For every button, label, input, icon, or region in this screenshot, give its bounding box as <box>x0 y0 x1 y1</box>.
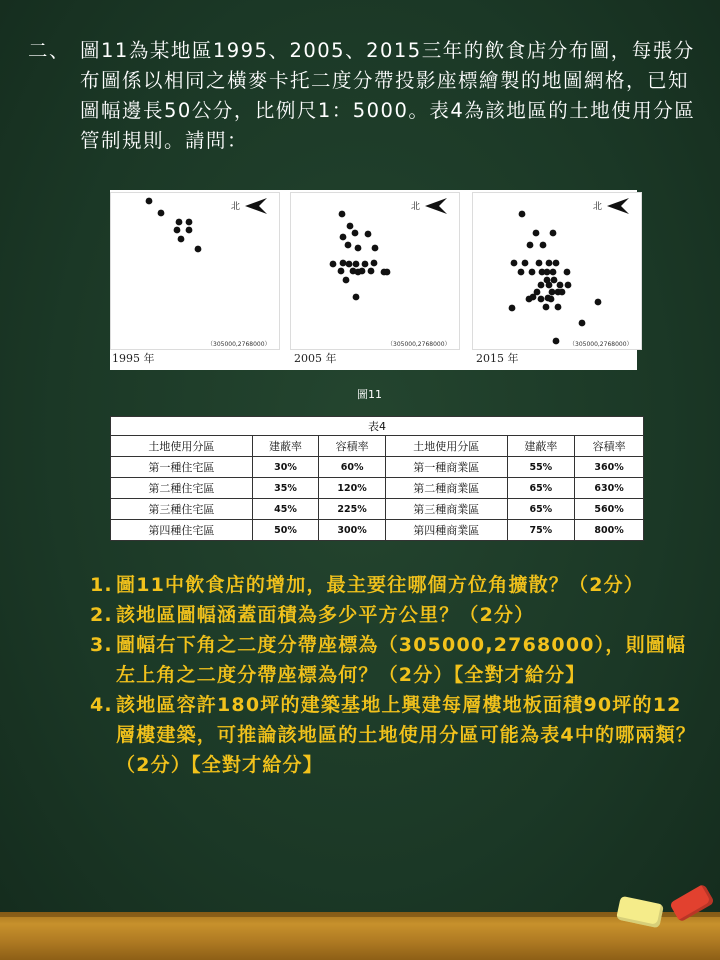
restaurant-dot <box>353 294 360 301</box>
figure-11-maps <box>110 190 637 370</box>
restaurant-dot <box>509 305 516 312</box>
restaurant-dot <box>529 269 536 276</box>
map-panel-2015 <box>472 192 642 350</box>
figure-caption: 圖11 <box>357 388 382 401</box>
question-item <box>90 630 700 690</box>
restaurant-dot <box>548 296 555 303</box>
question-text: 該地區容許180坪的建築基地上興建每層樓地板面積90坪的12層樓建築，可推論該地區的土地使用分區可能為表4中的哪兩類？（2分）【全對才給分】 <box>116 694 697 776</box>
table-cell: 560% <box>575 499 644 520</box>
sub-questions <box>90 570 700 780</box>
table-cell: 第四種住宅區 <box>111 520 253 541</box>
restaurant-dot <box>355 269 362 276</box>
table-cell: 300% <box>319 520 386 541</box>
restaurant-dot <box>371 260 378 267</box>
restaurant-dot <box>340 234 347 241</box>
restaurant-dot <box>511 260 518 267</box>
restaurant-dot <box>527 242 534 249</box>
table-cell: 第四種商業區 <box>385 520 507 541</box>
restaurant-dot <box>186 219 193 226</box>
map-coord-label: （305000,2768000） <box>387 341 451 348</box>
restaurant-dot <box>522 260 529 267</box>
intro-number: 二、 <box>28 39 71 62</box>
question-number: 4. <box>90 694 113 716</box>
restaurant-dot <box>550 269 557 276</box>
restaurant-dot <box>372 245 379 252</box>
north-arrow-icon: 北 <box>231 202 241 212</box>
restaurant-dot <box>330 261 337 268</box>
restaurant-dot <box>543 304 550 311</box>
map-year-1995: 1995 年 <box>112 352 155 365</box>
question-number: 3. <box>90 634 113 656</box>
table-header-row <box>111 436 644 457</box>
table-cell: 35% <box>252 478 319 499</box>
north-arrow-shape <box>425 198 447 214</box>
restaurant-dot <box>355 245 362 252</box>
table-cell: 225% <box>319 499 386 520</box>
restaurant-dot <box>549 289 556 296</box>
table-cell: 第三種商業區 <box>385 499 507 520</box>
question-number: 2. <box>90 604 113 626</box>
restaurant-dot <box>550 230 557 237</box>
restaurant-dot <box>540 242 547 249</box>
restaurant-dot <box>195 246 202 253</box>
restaurant-dot <box>345 242 352 249</box>
table-cell: 55% <box>507 457 575 478</box>
restaurant-dot <box>518 269 525 276</box>
restaurant-dot <box>346 261 353 268</box>
map-dots-1995 <box>111 193 279 349</box>
table-cell: 45% <box>252 499 319 520</box>
restaurant-dot <box>559 289 566 296</box>
restaurant-dot <box>340 260 347 267</box>
table-row <box>111 520 644 541</box>
restaurant-dot <box>158 210 165 217</box>
restaurant-dot <box>564 269 571 276</box>
restaurant-dot <box>595 299 602 306</box>
table-cell: 120% <box>319 478 386 499</box>
restaurant-dot <box>338 268 345 275</box>
question-text: 圖11中飲食店的增加，最主要往哪個方位角擴散？（2分） <box>116 574 645 596</box>
restaurant-dot <box>176 219 183 226</box>
restaurant-dot <box>553 338 560 345</box>
question-item <box>90 570 700 600</box>
question-intro <box>28 36 708 156</box>
restaurant-dot <box>546 260 553 267</box>
table-cell: 30% <box>252 457 319 478</box>
table-cell: 65% <box>507 478 575 499</box>
north-arrow-shape <box>607 198 629 214</box>
table-cell: 60% <box>319 457 386 478</box>
table-cell: 75% <box>507 520 575 541</box>
chalkboard-ledge <box>0 912 720 960</box>
restaurant-dot <box>555 304 562 311</box>
restaurant-dot <box>381 269 388 276</box>
restaurant-dot <box>178 236 185 243</box>
map-panel-2005 <box>290 192 460 350</box>
table-cell: 50% <box>252 520 319 541</box>
table-header-cell: 容積率 <box>319 436 386 457</box>
question-text: 該地區圖幅涵蓋面積為多少平方公里？（2分） <box>116 604 535 626</box>
table-header-cell: 土地使用分區 <box>385 436 507 457</box>
restaurant-dot <box>362 261 369 268</box>
restaurant-dot <box>174 227 181 234</box>
map-year-2015: 2015 年 <box>476 352 519 365</box>
restaurant-dot <box>519 211 526 218</box>
north-arrow-icon: 北 <box>411 202 421 212</box>
table-cell: 65% <box>507 499 575 520</box>
table-cell: 800% <box>575 520 644 541</box>
table-title: 表4 <box>111 417 644 436</box>
question-item <box>90 690 700 780</box>
restaurant-dot <box>551 277 558 284</box>
table-cell: 360% <box>575 457 644 478</box>
restaurant-dot <box>530 294 537 301</box>
restaurant-dot <box>544 269 551 276</box>
north-arrow-icon: 北 <box>593 202 603 212</box>
restaurant-dot <box>353 261 360 268</box>
map-coord-label: （305000,2768000） <box>207 341 271 348</box>
restaurant-dot <box>186 227 193 234</box>
restaurant-dot <box>579 320 586 327</box>
map-dots-2005 <box>291 193 459 349</box>
table-cell: 第二種商業區 <box>385 478 507 499</box>
restaurant-dot <box>347 223 354 230</box>
restaurant-dot <box>546 282 553 289</box>
table-cell: 第三種住宅區 <box>111 499 253 520</box>
table-cell: 第一種商業區 <box>385 457 507 478</box>
map-year-2005: 2005 年 <box>294 352 337 365</box>
table-cell: 630% <box>575 478 644 499</box>
restaurant-dot <box>538 296 545 303</box>
restaurant-dot <box>343 277 350 284</box>
restaurant-dot <box>536 260 543 267</box>
restaurant-dot <box>538 282 545 289</box>
map-dots-2015 <box>473 193 641 349</box>
map-coord-label: （305000,2768000） <box>569 341 633 348</box>
restaurant-dot <box>533 230 540 237</box>
table-row <box>111 499 644 520</box>
zoning-table <box>110 416 644 541</box>
table-cell: 第二種住宅區 <box>111 478 253 499</box>
map-panel-1995 <box>110 192 280 350</box>
table-header-cell: 建蔽率 <box>507 436 575 457</box>
north-arrow-shape <box>245 198 267 214</box>
restaurant-dot <box>565 282 572 289</box>
restaurant-dot <box>146 198 153 205</box>
restaurant-dot <box>368 268 375 275</box>
question-item <box>90 600 700 630</box>
restaurant-dot <box>352 230 359 237</box>
table-header-cell: 容積率 <box>575 436 644 457</box>
table-row <box>111 457 644 478</box>
restaurant-dot <box>553 260 560 267</box>
table-row <box>111 478 644 499</box>
restaurant-dot <box>339 211 346 218</box>
question-number: 1. <box>90 574 113 596</box>
question-text: 圖幅右下角之二度分帶座標為（305000,2768000），則圖幅左上角之二度分帶座標為何？（2分）【全對才給分】 <box>116 634 687 686</box>
table-header-cell: 土地使用分區 <box>111 436 253 457</box>
intro-text: 圖11為某地區1995、2005、2015三年的飲食店分布圖，每張分布圖係以相同之橫麥卡托二度分帶投影座標繪製的地圖網格，已知圖幅邊長50公分，比例尺1：5000。表4為該地區的土地使用分區管制規則。請問： <box>80 39 696 152</box>
restaurant-dot <box>365 231 372 238</box>
table-header-cell: 建蔽率 <box>252 436 319 457</box>
table-cell: 第一種住宅區 <box>111 457 253 478</box>
restaurant-dot <box>557 282 564 289</box>
